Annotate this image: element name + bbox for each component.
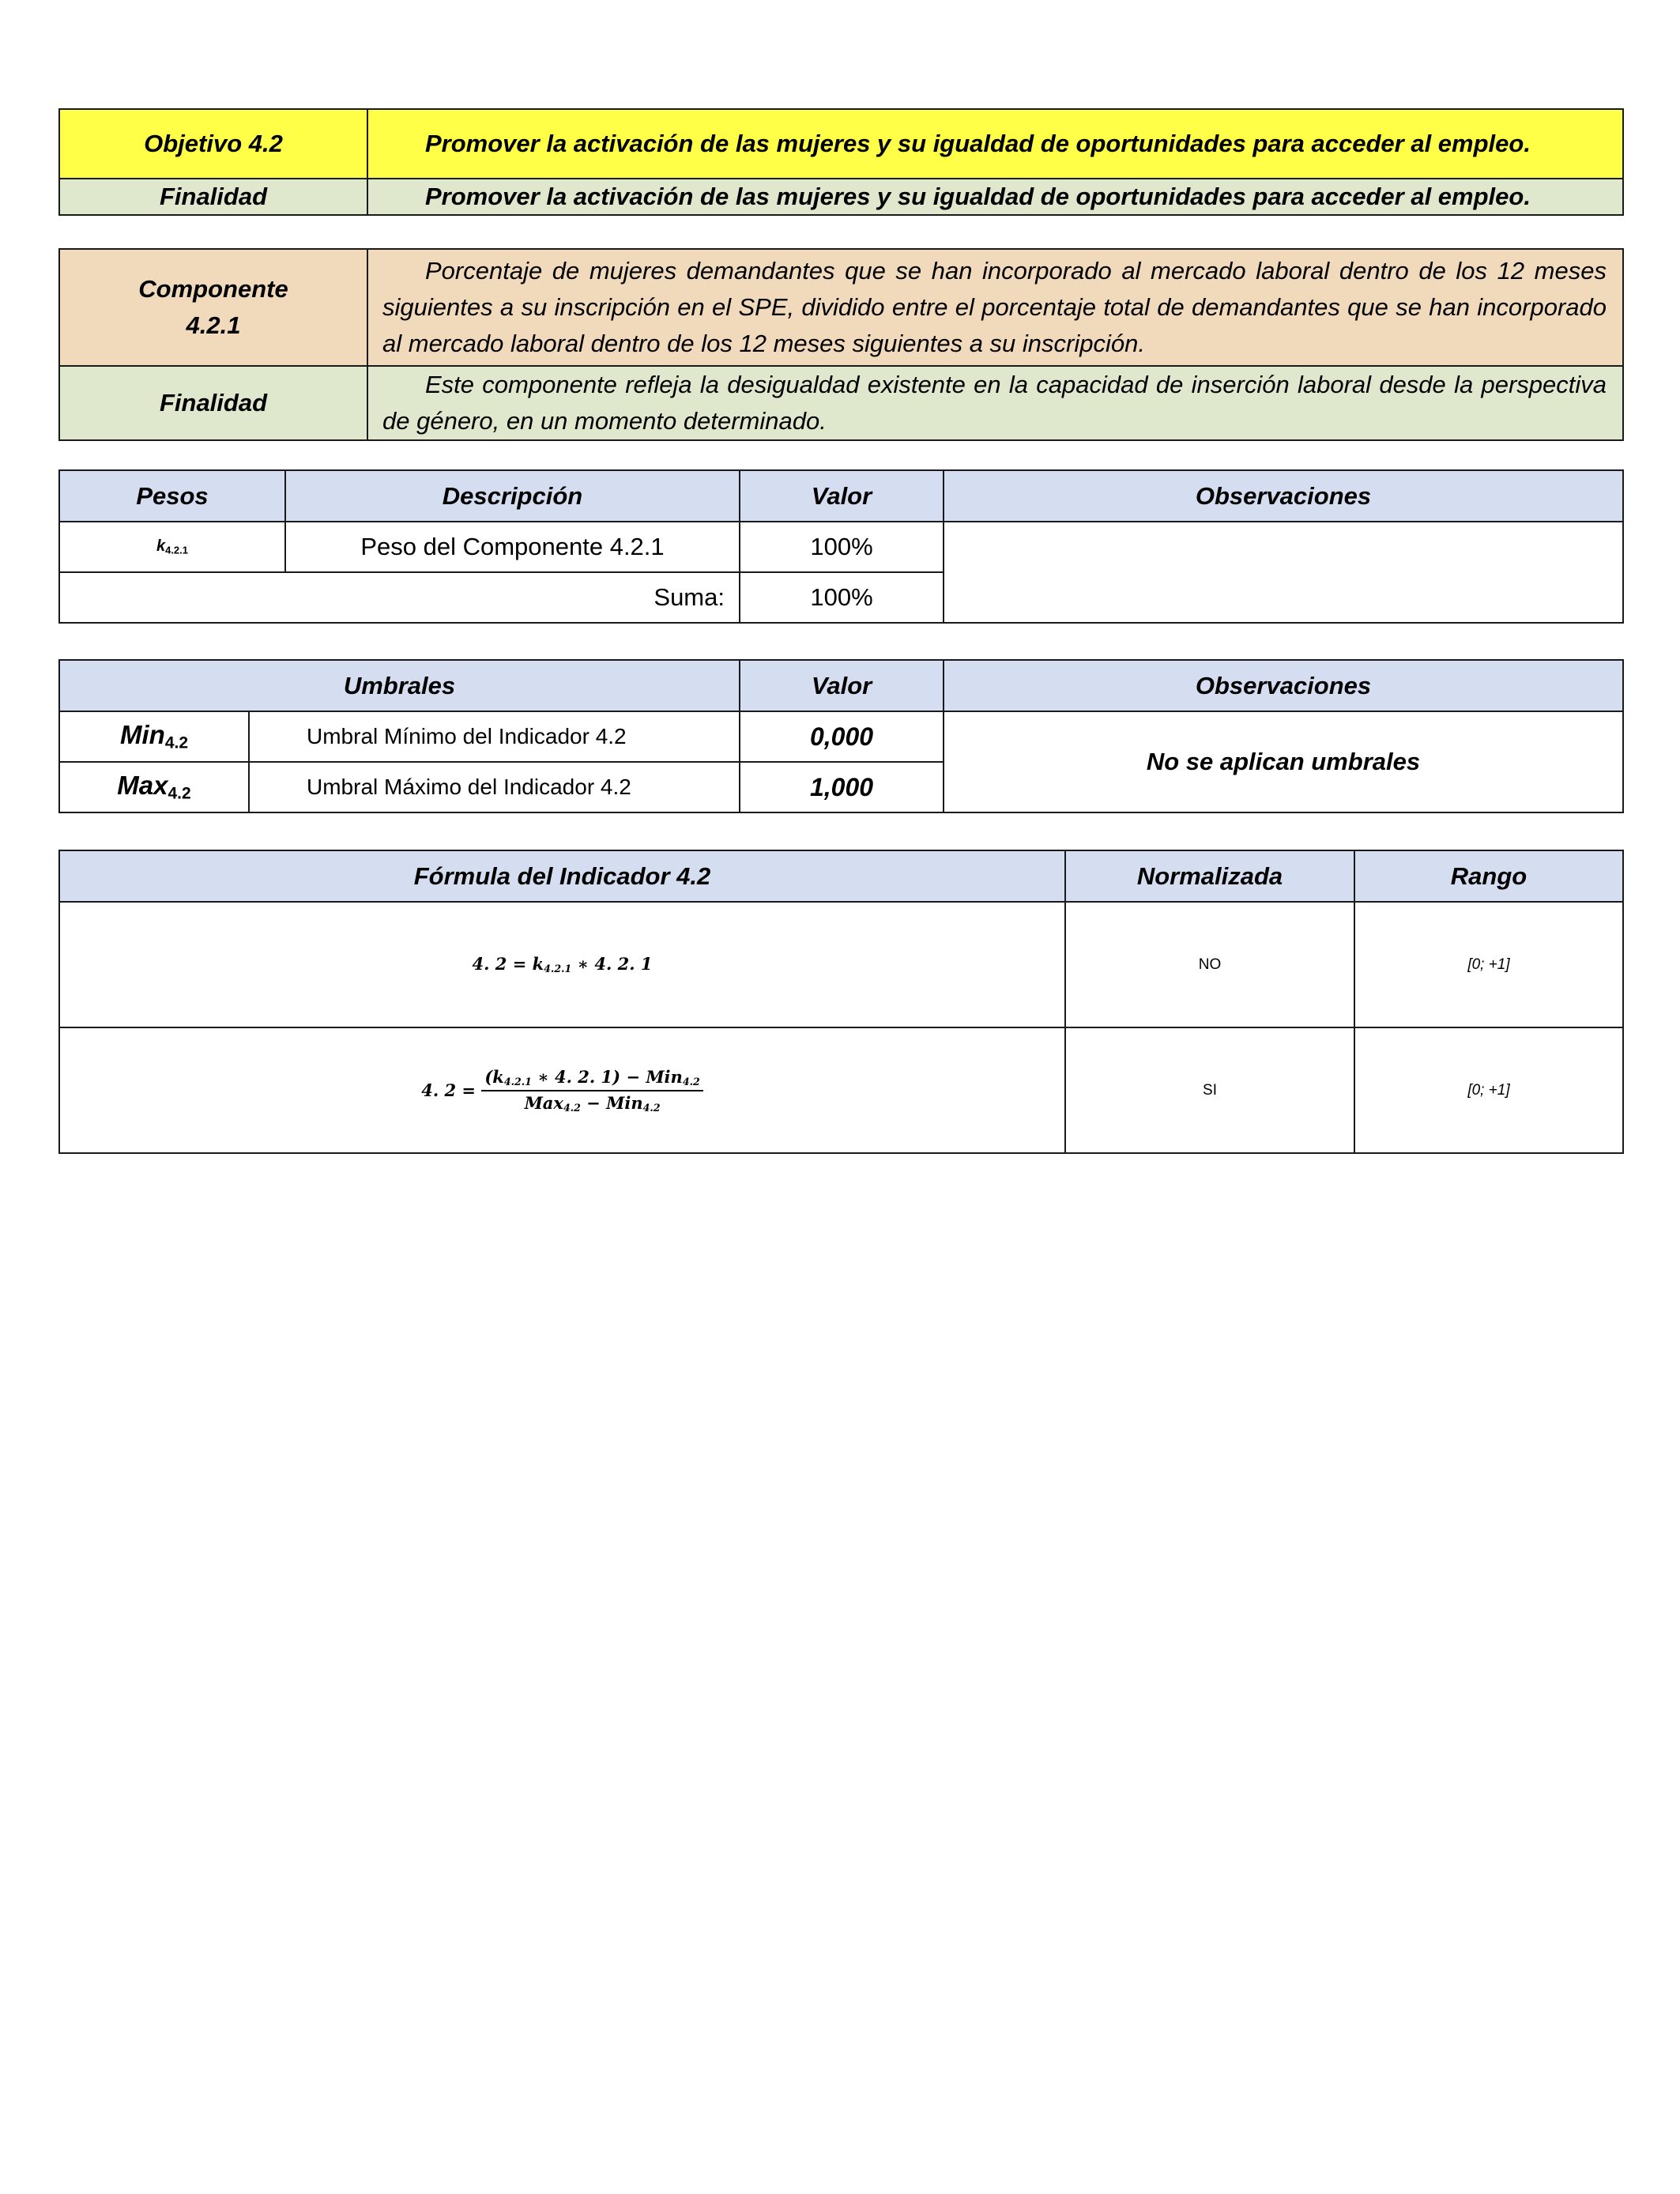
- formula-2-k-sub: 4.2.1: [503, 1076, 532, 1088]
- formula-2-open: (: [484, 1067, 493, 1088]
- objetivo-finalidad-label: Finalidad: [59, 179, 367, 215]
- formula-2-times: ∗: [537, 1067, 549, 1088]
- umbrales-table: [58, 659, 1624, 813]
- formula-1-normalizada: NO: [1065, 902, 1354, 1027]
- formula-2-den-max: Max: [524, 1092, 563, 1113]
- peso-description: Peso del Componente 4.2.1: [285, 522, 740, 572]
- peso-value: 100%: [740, 522, 944, 572]
- peso-symbol-k: k: [156, 537, 166, 556]
- formula-1-comp: 4. 2. 1: [594, 954, 653, 974]
- formula-header-rango: Rango: [1354, 850, 1623, 902]
- peso-symbol: [59, 522, 285, 572]
- suma-value: 100%: [740, 572, 944, 623]
- componente-table: [58, 248, 1624, 441]
- umbral-min-value: 0,000: [740, 711, 944, 762]
- formula-2-k: k: [492, 1067, 504, 1088]
- formula-header-normalizada: Normalizada: [1065, 850, 1354, 902]
- umbral-max-description: Umbral Máximo del Indicador 4.2: [249, 762, 740, 812]
- umbral-max-value: 1,000: [740, 762, 944, 812]
- formula-1-k: k: [532, 954, 544, 974]
- formula-1-lhs: 4. 2 =: [472, 954, 527, 974]
- umbrales-header-observaciones: Observaciones: [944, 660, 1623, 711]
- objetivo-text: Promover la activación de las mujeres y su igualdad de oportunidades para acceder al empleo.: [367, 109, 1623, 179]
- umbral-min-symbol-sub: 4.2: [164, 733, 189, 752]
- formula-2-normalizada: SI: [1065, 1027, 1354, 1153]
- formula-2-lhs: 4. 2 =: [421, 1080, 477, 1100]
- formula-2-den-max-sub: 4.2: [563, 1101, 581, 1114]
- formula-2-fraction: [481, 1067, 703, 1113]
- componente-finalidad-label: Finalidad: [59, 366, 367, 440]
- objetivo-table: [58, 108, 1624, 216]
- formula-2-numerator: [481, 1067, 703, 1091]
- formula-1-rango: [0; +1]: [1354, 902, 1623, 1027]
- pesos-header-descripcion: Descripción: [285, 470, 740, 522]
- umbrales-header-valor: Valor: [740, 660, 944, 711]
- pesos-observaciones-cell: [944, 522, 1623, 623]
- formula-2-close: ): [612, 1067, 621, 1088]
- componente-text: Porcentaje de mujeres demandantes que se han incorporado al mercado laboral dentro de los 12 meses siguientes a su inscripción en el SPE, dividido entre el porcentaje total de demandantes que se han incorporado al mercado laboral dentro de los 12 meses siguientes a su inscripción.: [367, 249, 1623, 366]
- componente-label: [59, 249, 367, 366]
- pesos-header-observaciones: Observaciones: [944, 470, 1623, 522]
- formula-2-den-min: Min: [606, 1092, 643, 1113]
- pesos-header-pesos: Pesos: [59, 470, 285, 522]
- umbral-min-symbol-text: Min: [119, 720, 165, 750]
- formula-2-den-min-sub: 4.2: [642, 1101, 661, 1114]
- formula-2-min-sub: 4.2: [682, 1076, 700, 1088]
- umbral-max-symbol: [59, 762, 249, 812]
- componente-finalidad-text: Este componente refleja la desigualdad existente en la capacidad de inserción laboral desde la perspectiva de género, en un momento determinado.: [367, 366, 1623, 440]
- formula-2: [421, 1067, 703, 1114]
- suma-label: Suma:: [59, 572, 740, 623]
- formula-2-comp: 4. 2. 1: [555, 1067, 613, 1088]
- pesos-header-valor: Valor: [740, 470, 944, 522]
- formula-2-cell: [59, 1027, 1065, 1153]
- pesos-table: [58, 469, 1624, 624]
- umbral-max-symbol-text: Max: [117, 771, 168, 801]
- componente-label-line2: 4.2.1: [186, 311, 241, 339]
- formula-1-times: ∗: [577, 954, 590, 974]
- objetivo-label: Objetivo 4.2: [59, 109, 367, 179]
- objetivo-finalidad-text: Promover la activación de las mujeres y su igualdad de oportunidades para acceder al empleo.: [367, 179, 1623, 215]
- formula-1-cell: [59, 902, 1065, 1027]
- componente-label-line1: Componente: [138, 275, 288, 303]
- formula-2-den-minus: −: [586, 1092, 601, 1113]
- formula-table: [58, 850, 1624, 1154]
- umbral-max-symbol-sub: 4.2: [168, 784, 191, 803]
- formula-1-k-sub: 4.2.1: [544, 963, 572, 975]
- formula-2-minus: −: [626, 1067, 640, 1088]
- umbrales-header-umbrales: Umbrales: [59, 660, 740, 711]
- umbral-min-description: Umbral Mínimo del Indicador 4.2: [249, 711, 740, 762]
- umbrales-observacion: No se aplican umbrales: [944, 711, 1623, 812]
- formula-2-rango: [0; +1]: [1354, 1027, 1623, 1153]
- formula-header-formula: Fórmula del Indicador 4.2: [59, 850, 1065, 902]
- formula-2-denominator: [481, 1091, 703, 1114]
- formula-2-min: Min: [646, 1067, 683, 1088]
- umbral-min-symbol: [59, 711, 249, 762]
- formula-1: [473, 954, 653, 974]
- peso-symbol-sub: 4.2.1: [165, 544, 189, 556]
